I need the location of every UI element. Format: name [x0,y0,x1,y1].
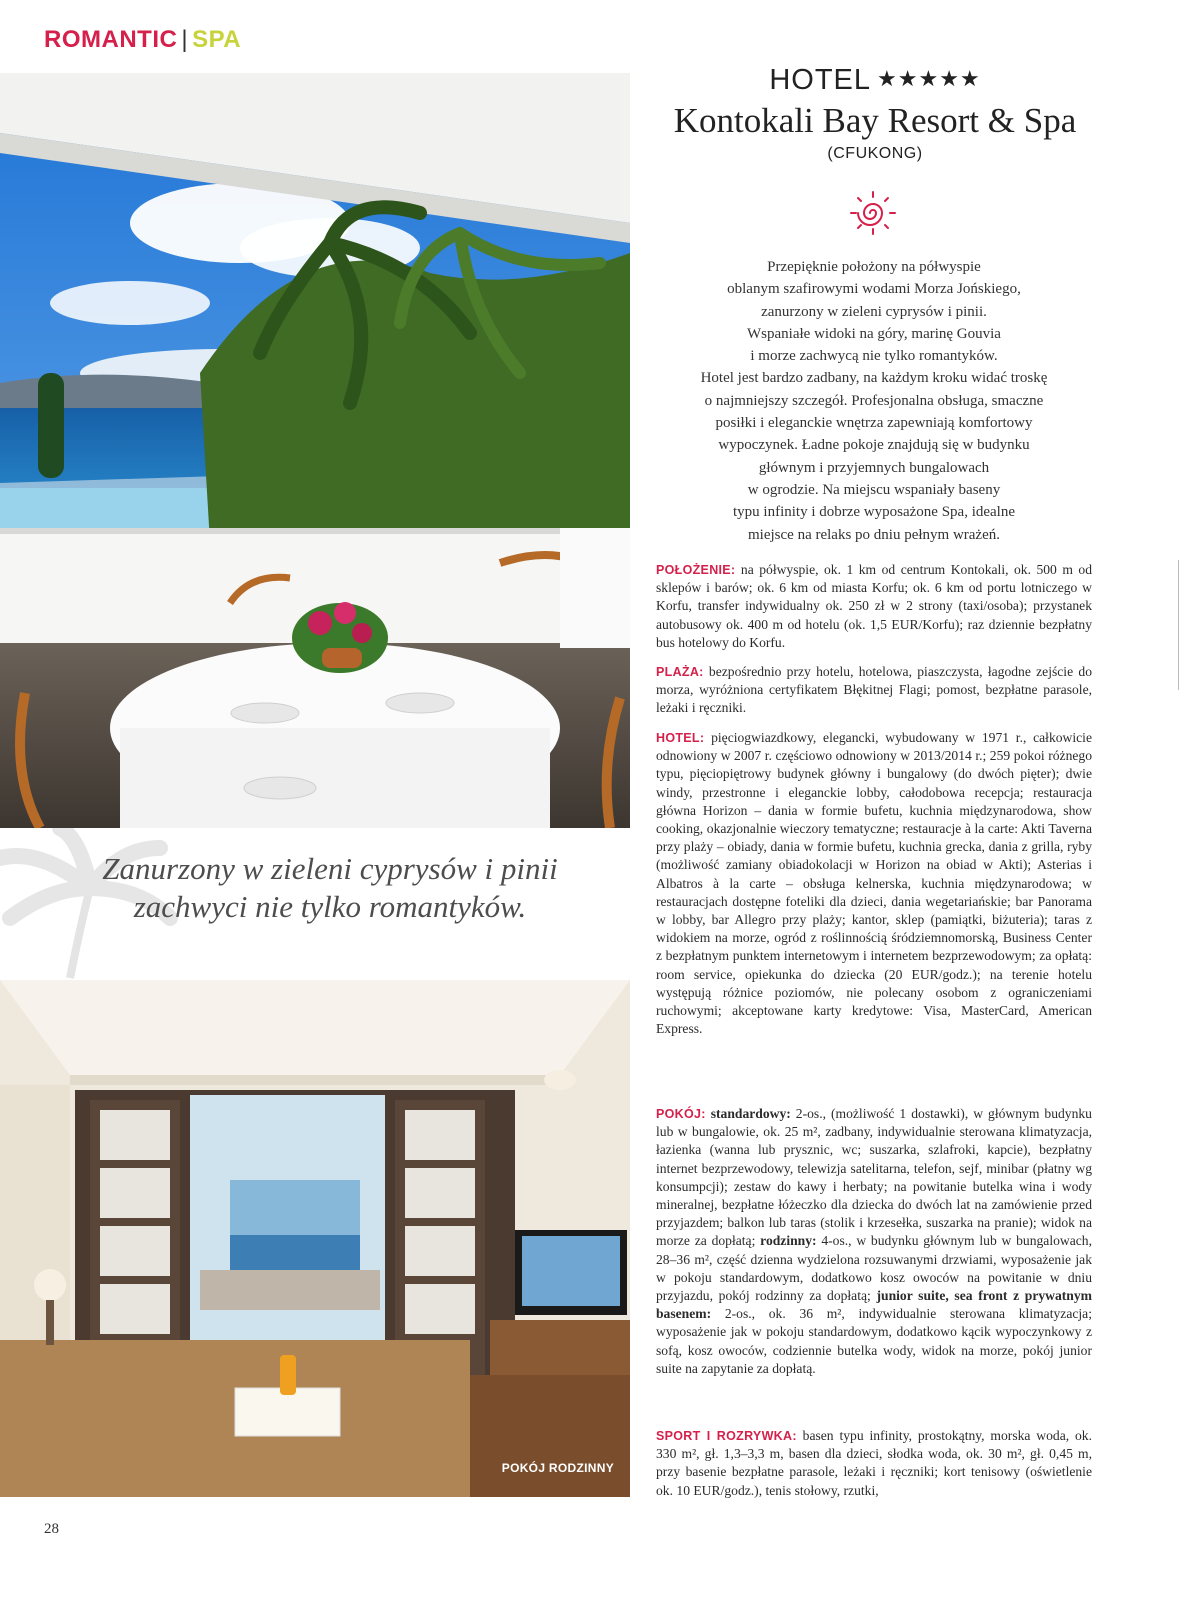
hotel-label: HOTEL [769,64,872,96]
room-type-junior-suite: junior suite, sea front z prywatnym basenem: [656,1288,1092,1322]
room-photo [0,980,630,1497]
section-hotel [656,729,1092,1038]
section-text: basen typu infinity, prostokątny, morska woda, ok. 330 m², gł. 1,3–3,3 m, basen dla dzieci, słodka woda, ok. 30 m², gł. 0,45 m, przy basenie bezpłatne parasole, leżaki i ręczniki; kort tenisowy (oświetlenie ok. 10 EUR/godz.), tenis stołowy, rzutki, [656,1428,1092,1498]
section-sport [656,1427,1092,1500]
intro-line: zanurzony w zieleni cyprysów i pinii. [761,303,987,320]
hotel-code: (CFUKONG) [827,145,923,162]
section-label: POŁOŻENIE: [656,563,736,577]
intro-line: Hotel jest bardzo zadbany, na każdym kroku widać troskę [700,370,1048,387]
category-spa: SPA [192,26,242,53]
intro-line: Wspaniałe widoki na góry, marinę Gouvia [747,325,1001,342]
sun-icon [848,190,898,236]
category-romantic: ROMANTIC [44,26,178,53]
intro-line: wypoczynek. Ładne pokoje znajdują się w budynku [718,437,1030,454]
section-label: HOTEL: [656,731,705,745]
section-text: na półwyspie, ok. 1 km od centrum Kontokali, ok. 500 m od sklepów i barów; ok. 6 km od miasta Korfu; ok. 6 km od portu lotniczego w Korfu, transfer indywidualny ok. 250 zł w 2 strony (taxi/osoba); przystanek autobusowy ok. 400 m od hotelu (ok. 1,5 EUR/Korfu); raz dziennie bezpłatny bus hotelowy do Korfu. [656,562,1092,650]
intro-line: Przepięknie położony na półwyspie [767,259,981,275]
section-label: POKÓJ: [656,1107,706,1121]
room-type-family: rodzinny: [760,1233,817,1249]
intro-line: typu infinity i dobrze wyposażone Spa, idealne [732,504,1015,521]
section-text: 2-os., ok. 36 m², indywidualnie sterowana klimatyzacja; wyposażenie jak w pokoju standardowym, dodatkowo kącik wypoczynkowy z sofą, kosz owoców, codziennie butelka wody, widok na morze, pokój junior suite na zapytanie za dopłatą. [656,1306,1092,1376]
section-text: pięciogwiazdkowy, elegancki, wybudowany w 1971 r., całkowicie odnowiony w 2007 r. częściowo odnowiony w 2013/2014 r.; 259 pokoi różnego typu, pięciopiętrowy budynek główny i bungalowy (do dwóch pięter); dwie windy, przestronne i eleganckie lobby, całodobowa recepcja; restauracja główna Horizon – dania w formie bufetu, kuchnia międzynarodowa, show cooking, okazjonalnie wieczory tematyczne; restauracje à la carte: Akti Taverna przy plaży – obiady, dania w formie bufetu, kuchnia grecka, dania z grilla, ryby (możliwość zamiany obiadokolacji w Horizon na obiad w Akti); Asterias i Albatros à la carte – obsługa kelnerska, kuchnia międzynarodowa; w restauracjach dostępne foteliki dla dzieci, dania wegetariańskie; bar Panorama w lobby, bar Allegro przy plaży; kantor, sklep (pamiątki, biżuteria); taras z widokiem na morze, ogród z roślinnością śródziemnomorską, Business Center z bezpłatnym punktem internetowym i internetem bezprzewodowym; za opłatą: room service, opiekunka do dziecka (20 EUR/godz.); na terenie hotelu występują różnice poziomów, nie polecany osobom z ograniczeniami ruchowymi; akceptowane karty kredytowe: Visa, MasterCard, American Express. [656,730,1092,1037]
page-edge-divider [1178,560,1179,690]
intro-line: oblanym szafirowymi wodami Morza Jońskiego, [727,281,1021,298]
category-separator: | [181,26,189,53]
intro-paragraph [655,256,1093,546]
section-label: SPORT I ROZRYWKA: [656,1429,797,1443]
photo-caption: POKÓJ RODZINNY [501,1461,614,1475]
section-text: 4-os., w budynku głównym lub w bungalowach, 28–36 m², część dzienna wydzielona rozsuwanymi drzwiami, wyposażenie jak w pokoju standardowym, dodatkowo kosz owoców na powitanie w dniu przyjazdu, pokój rodzinny za dopłatą; [656,1233,1092,1304]
quote-area [0,828,630,980]
pull-quote: Zanurzony w zieleni cyprysów i pinii zachwyci nie tylko romantyków. [102,851,558,924]
intro-line: o najmniejszy szczegół. Profesjonalna obsługa, smaczne [704,392,1044,409]
section-header [44,26,241,54]
intro-line: w ogrodzie. Na miejscu wspaniały baseny [747,481,1001,498]
room-type-standard: standardowy: [710,1106,791,1121]
section-location [656,561,1092,652]
section-label: PLAŻA: [656,665,704,679]
intro-line: posiłki i eleganckie wnętrza zapewniają komfortowy [715,415,1033,432]
hotel-name: Kontokali Bay Resort & Spa [673,101,1077,140]
intro-line: miejsce na relaks po dniu pełnym wrażeń. [748,526,1000,543]
star-rating: ★★★★★ [877,66,981,91]
hotel-label-row [650,64,1100,97]
hotel-title-block [650,64,1100,163]
section-text: 2-os., (możliwość 1 dostawki), w głównym budynku lub w bungalowie, ok. 25 m², zadbany, indywidualnie sterowana klimatyzacja, łazienka (wanna lub prysznic, wc; suszarka, szlafroki, kapcie), bezpłatny internet bezprzewodowy, telewizja satelitarna, telefon, sejf, minibar (płatny wg konsumpcji); zestaw do kawy i herbaty; na powitanie butelka wina i wody mineralnej, bezpłatne łóżeczko dla dziecka do dwóch lat na zamówienie przed przyjazdem; balkon lub taras (stolik i krzesełka, suszarka na pranie); widok na morze za dopłatą; [656,1106,1092,1249]
intro-line: głównym i przyjemnych bungalowach [758,459,990,476]
section-text: bezpośrednio przy hotelu, hotelowa, piaszczysta, łagodne zejście do morza, wyróżniona certyfikatem Błękitnej Flagi; pomost, bezpłatne parasole, leżaki i ręczniki. [656,664,1092,716]
section-beach [656,663,1092,718]
terrace-photo [0,73,630,828]
intro-line: i morze zachwycą nie tylko romantyków. [750,348,998,365]
page-number: 28 [44,1521,59,1537]
section-room [656,1105,1092,1378]
